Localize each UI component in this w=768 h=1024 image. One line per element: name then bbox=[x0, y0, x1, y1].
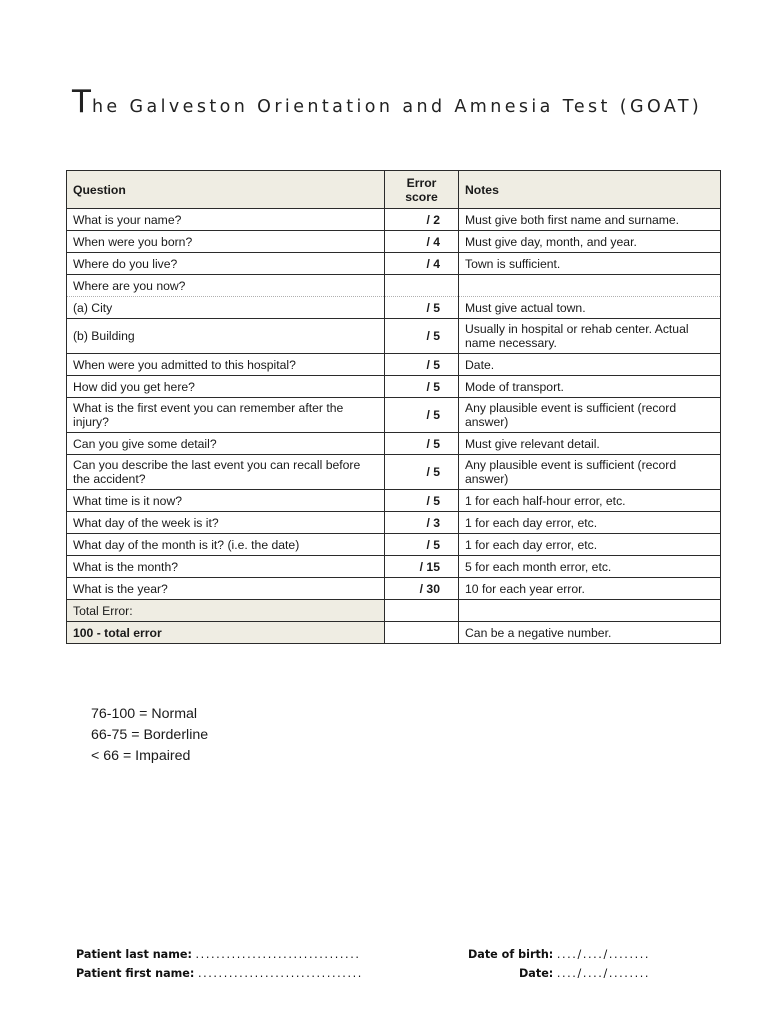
max-score: / 30 bbox=[419, 581, 440, 596]
notes-cell: Must give day, month, and year. bbox=[459, 231, 721, 253]
notes-cell: 1 for each half-hour error, etc. bbox=[459, 490, 721, 512]
question-cell: What is your name? bbox=[67, 209, 385, 231]
notes-cell: Must give relevant detail. bbox=[459, 433, 721, 455]
table-row bbox=[67, 354, 721, 376]
page-title bbox=[72, 84, 712, 120]
scoring-impaired: < 66 = Impaired bbox=[91, 748, 191, 764]
score-cell[interactable] bbox=[385, 253, 459, 275]
question-cell: How did you get here? bbox=[67, 376, 385, 398]
dob-label: Date of birth: bbox=[468, 948, 554, 961]
notes-cell: Date. bbox=[459, 354, 721, 376]
scoring-legend bbox=[91, 704, 208, 767]
table-row bbox=[67, 455, 721, 490]
question-cell: What time is it now? bbox=[67, 490, 385, 512]
table-row bbox=[67, 556, 721, 578]
notes-cell: Mode of transport. bbox=[459, 376, 721, 398]
max-score: / 2 bbox=[426, 212, 440, 227]
table-header-row bbox=[67, 171, 721, 209]
max-score: / 5 bbox=[426, 537, 440, 552]
score-cell[interactable] bbox=[385, 490, 459, 512]
header-error-score: Error score bbox=[385, 171, 459, 209]
max-score: / 5 bbox=[426, 436, 440, 451]
table-row bbox=[67, 376, 721, 398]
table-row bbox=[67, 578, 721, 600]
dob-row bbox=[468, 948, 650, 967]
score-cell[interactable] bbox=[385, 376, 459, 398]
table-row bbox=[67, 231, 721, 253]
question-cell: Can you give some detail? bbox=[67, 433, 385, 455]
last-name-field[interactable]: ................................ bbox=[195, 948, 361, 961]
notes-cell: 1 for each day error, etc. bbox=[459, 534, 721, 556]
max-score: / 5 bbox=[426, 300, 440, 315]
score-cell[interactable] bbox=[385, 354, 459, 376]
score-cell[interactable] bbox=[385, 578, 459, 600]
notes-cell: 1 for each day error, etc. bbox=[459, 512, 721, 534]
table-row bbox=[67, 319, 721, 354]
score-cell[interactable] bbox=[385, 433, 459, 455]
notes-cell: 5 for each month error, etc. bbox=[459, 556, 721, 578]
total-error-row bbox=[67, 600, 721, 622]
notes-cell: Usually in hospital or rehab center. Actual name necessary. bbox=[459, 319, 721, 354]
table-row bbox=[67, 297, 721, 319]
notes-cell: Any plausible event is sufficient (record answer) bbox=[459, 455, 721, 490]
scoring-borderline: 66-75 = Borderline bbox=[91, 727, 209, 743]
max-score: / 5 bbox=[426, 379, 440, 394]
score-cell[interactable] bbox=[385, 556, 459, 578]
date-label: Date: bbox=[519, 967, 554, 980]
max-score: / 5 bbox=[426, 408, 440, 422]
title-rest: he Galveston Orientation and Amnesia Test (GOAT) bbox=[91, 97, 703, 117]
score-cell[interactable] bbox=[385, 297, 459, 319]
question-cell: What day of the month is it? (i.e. the date) bbox=[67, 534, 385, 556]
last-name-row bbox=[76, 948, 363, 967]
date-field[interactable]: ..../..../........ bbox=[556, 967, 651, 980]
question-cell: When were you admitted to this hospital? bbox=[67, 354, 385, 376]
score-cell[interactable] bbox=[385, 398, 459, 433]
final-score-cell[interactable] bbox=[385, 622, 459, 644]
question-cell: What day of the week is it? bbox=[67, 512, 385, 534]
date-row bbox=[468, 967, 650, 986]
table-row bbox=[67, 253, 721, 275]
table-row bbox=[67, 490, 721, 512]
max-score: / 5 bbox=[426, 493, 440, 508]
patient-name-fields bbox=[76, 948, 363, 986]
score-cell bbox=[385, 275, 459, 297]
scoring-normal: 76-100 = Normal bbox=[91, 706, 198, 722]
question-cell: (b) Building bbox=[67, 319, 385, 354]
total-error-label: Total Error: bbox=[67, 600, 385, 622]
question-cell: Where do you live? bbox=[67, 253, 385, 275]
max-score: / 5 bbox=[426, 329, 440, 343]
max-score: / 3 bbox=[426, 515, 440, 530]
max-score: / 5 bbox=[426, 357, 440, 372]
max-score: / 5 bbox=[426, 465, 440, 479]
table-row bbox=[67, 398, 721, 433]
score-cell[interactable] bbox=[385, 534, 459, 556]
table-row bbox=[67, 534, 721, 556]
first-name-label: Patient first name: bbox=[76, 967, 195, 980]
max-score: / 4 bbox=[426, 256, 440, 271]
first-name-field[interactable]: ................................ bbox=[197, 967, 363, 980]
goat-table bbox=[66, 170, 721, 644]
score-cell[interactable] bbox=[385, 209, 459, 231]
final-score-label: 100 - total error bbox=[67, 622, 385, 644]
table-row bbox=[67, 433, 721, 455]
notes-cell: Town is sufficient. bbox=[459, 253, 721, 275]
question-cell: (a) City bbox=[67, 297, 385, 319]
question-cell: Where are you now? bbox=[67, 275, 385, 297]
notes-cell: Must give actual town. bbox=[459, 297, 721, 319]
question-cell: What is the first event you can remember after the injury? bbox=[67, 398, 385, 433]
question-cell: When were you born? bbox=[67, 231, 385, 253]
date-fields bbox=[468, 948, 650, 986]
final-score-row bbox=[67, 622, 721, 644]
score-cell[interactable] bbox=[385, 512, 459, 534]
header-notes: Notes bbox=[459, 171, 721, 209]
total-error-score-cell[interactable] bbox=[385, 600, 459, 622]
table-row bbox=[67, 512, 721, 534]
question-cell: What is the month? bbox=[67, 556, 385, 578]
max-score: / 15 bbox=[419, 559, 440, 574]
notes-cell: Any plausible event is sufficient (record answer) bbox=[459, 398, 721, 433]
title-initial: T bbox=[72, 84, 92, 120]
notes-cell: 10 for each year error. bbox=[459, 578, 721, 600]
header-question: Question bbox=[67, 171, 385, 209]
question-cell: What is the year? bbox=[67, 578, 385, 600]
last-name-label: Patient last name: bbox=[76, 948, 192, 961]
max-score: / 4 bbox=[426, 234, 440, 249]
first-name-row bbox=[76, 967, 363, 986]
final-score-note: Can be a negative number. bbox=[459, 622, 721, 644]
total-error-notes-cell bbox=[459, 600, 721, 622]
notes-cell: Must give both first name and surname. bbox=[459, 209, 721, 231]
dob-field[interactable]: ..../..../........ bbox=[556, 948, 651, 961]
score-cell[interactable] bbox=[385, 455, 459, 490]
question-cell: Can you describe the last event you can recall before the accident? bbox=[67, 455, 385, 490]
score-cell[interactable] bbox=[385, 231, 459, 253]
table-row bbox=[67, 275, 721, 297]
table-row bbox=[67, 209, 721, 231]
notes-cell bbox=[459, 275, 721, 297]
score-cell[interactable] bbox=[385, 319, 459, 354]
